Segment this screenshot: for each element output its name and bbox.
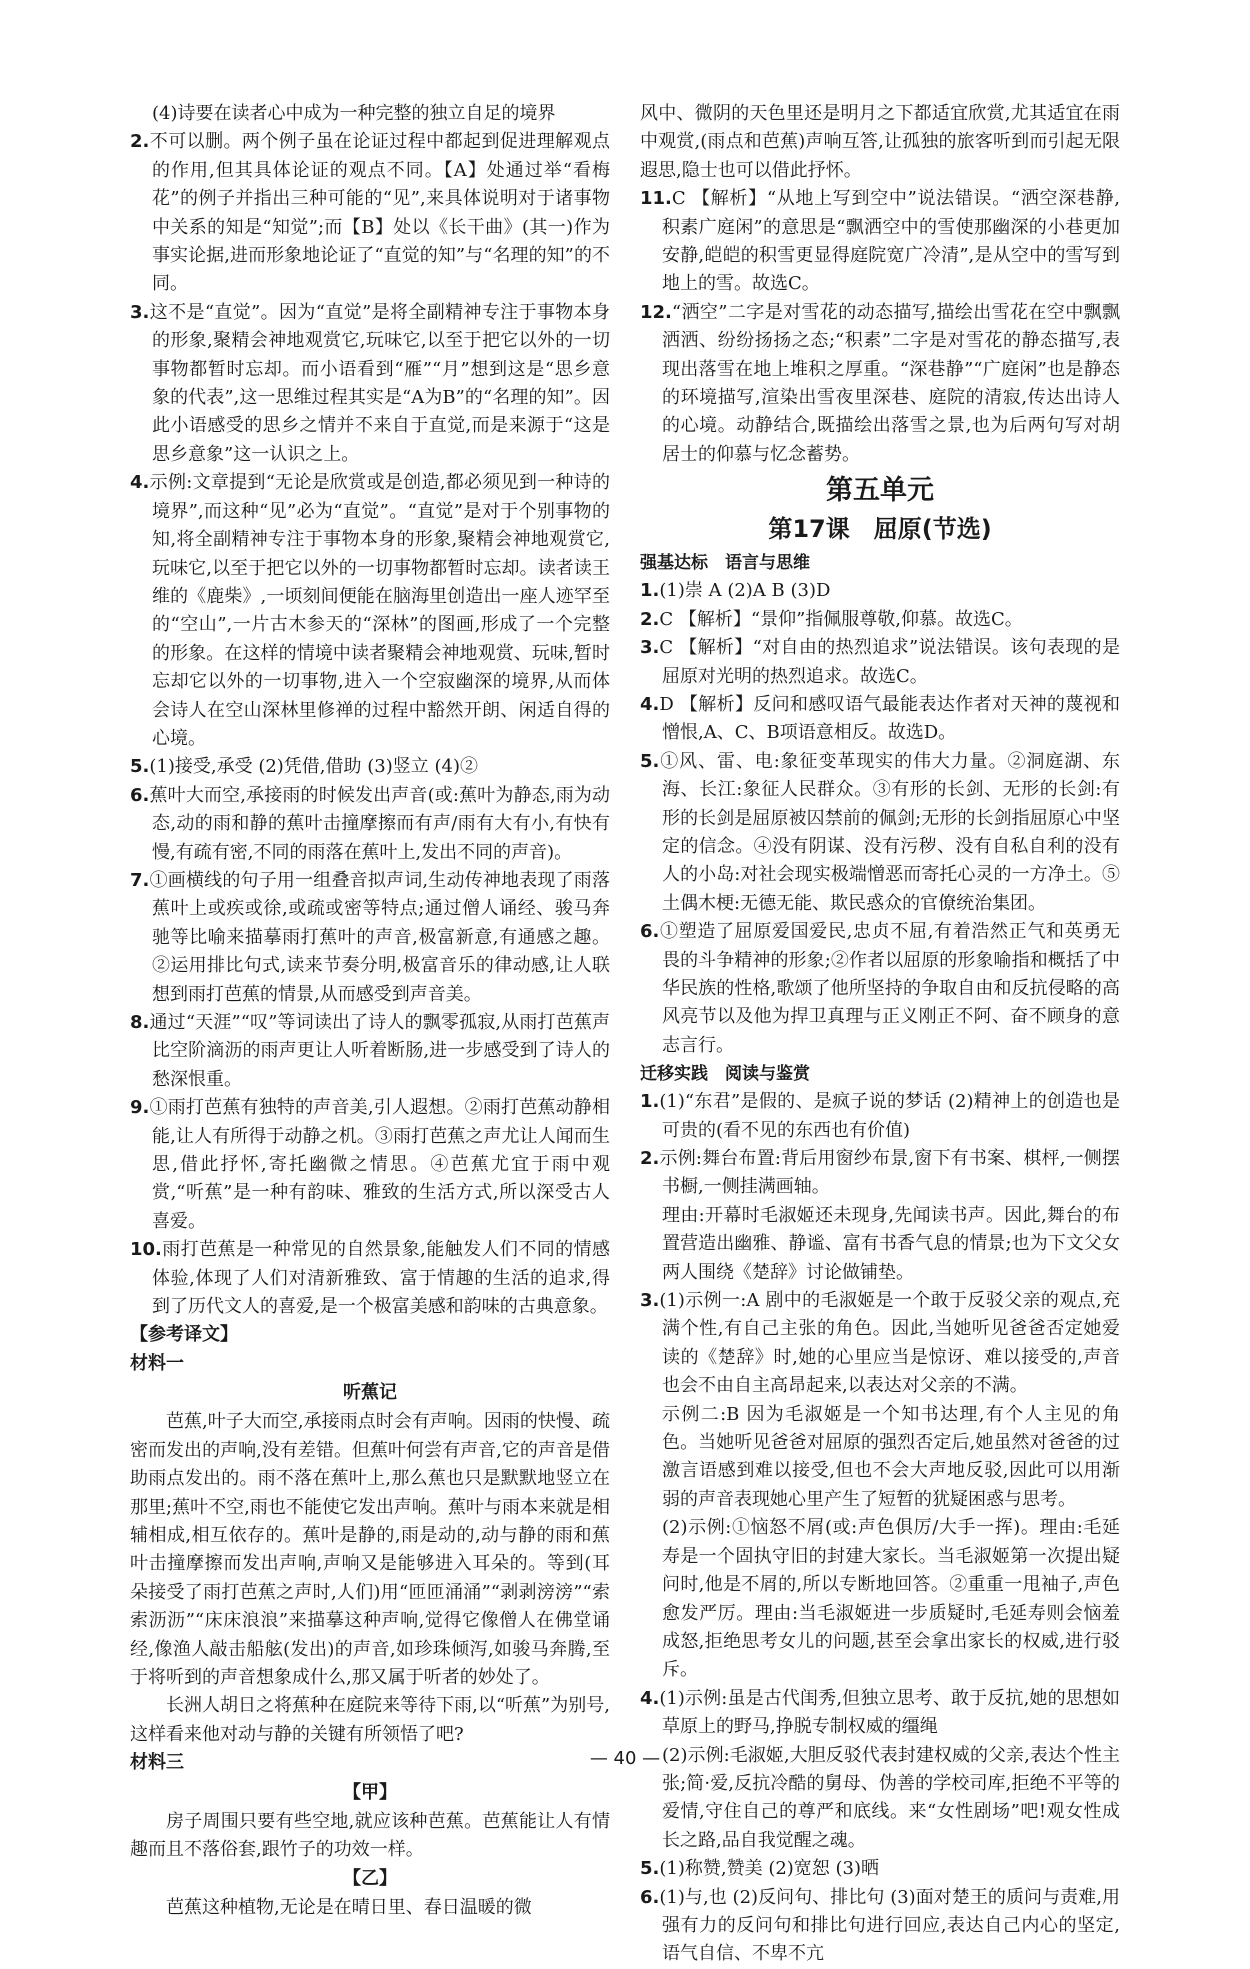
jia-text: 房子周围只要有些空地,就应该种芭蕉。芭蕉能让人有情趣而且不落俗套,跟竹子的功效一样。	[130, 1810, 610, 1860]
right-column	[640, 100, 1120, 1969]
essay-paragraph: 长洲人胡日之将蕉种在庭院来等待下雨,以“听蕉”为别号,这样看来他对动与静的关键有所领悟了吧?	[130, 1695, 610, 1745]
practice-answer-2-reason: 理由:开幕时毛淑姬还未现身,先闻读书声。因此,舞台的布置营造出幽雅、静谧、富有书香气息的情景;也为下文父女两人围绕《楚辞》讨论做铺垫。	[662, 1204, 1120, 1283]
material-one-label: 材料一	[130, 1352, 184, 1374]
answer-item-5: 5.(1)接受,承受 (2)凭借,借助 (3)竖立 (4)②	[130, 756, 478, 778]
lesson-answer-1: 1.(1)崇 A (2)A B (3)D	[640, 580, 831, 602]
left-column	[130, 100, 610, 1923]
lesson-answer-6: 6.①塑造了屈原爱国爱民,忠贞不屈,有着浩然正气和英勇无畏的斗争精神的形象;②作者以屈原的形象喻指和概括了中华民族的性格,歌颂了他所坚持的争取自由和反抗侵略的高风亮节以及他为捍卫真理与正义刚正不阿、奋不顾身的意志言行。	[640, 921, 1120, 1056]
practice-answer-3: 3.(1)示例一:A 剧中的毛淑姬是一个敢于反驳父亲的观点,充满个性,有自己主张的角色。因此,当她听见爸爸否定她爱读的《楚辞》时,她的心里应当是惊讶、难以接受的,声音也会不由自主高昂起来,以表达对父亲的不满。	[640, 1290, 1120, 1397]
answer-item-4: 4.示例:文章提到“无论是欣赏或是创造,都必须见到一种诗的境界”,而这种“见”必为“直觉”。“直觉”是对于个别事物的知,将全副精神专注于事物本身的形象,聚精会神地观赏它,玩味它,以至于把它以外的一切事物都暂时忘却。读者读王维的《鹿柴》,一顷刻间便能在脑海里创造出一座人迹罕至的“空山”,一片古木参天的“深林”的图画,形成了一个完整的形象。在这样的情境中读者聚精会神地观赏、玩味,暂时忘却它以外的一切事物,进入一个空寂幽深的境界,从而体会诗人在空山深林里修禅的过程中豁然开朗、闲适自得的心境。	[130, 472, 610, 749]
translation-heading: 【参考译文】	[130, 1324, 238, 1346]
section-heading-basic: 强基达标 语言与思维	[640, 553, 810, 574]
practice-answer-4-part2: (2)示例:毛淑姬,大胆反驳代表封建权威的父亲,表达个性主张;简·爱,反抗冷酷的舅母、伪善的学校司库,拒绝不平等的爱情,守住自己的尊严和底线。来“女性剧场”吧!观女性成长之路,品自我觉醒之魂。	[662, 1744, 1120, 1851]
practice-answer-6: 6.(1)与,也 (2)反问句、排比句 (3)面对楚王的质问与责难,用强有力的反问句和排比句进行回应,表达自己内心的坚定,语气自信、不卑不亢	[640, 1886, 1120, 1965]
answer-item-10: 10.雨打芭蕉是一种常见的自然景象,能触发人们不同的情感体验,体现了人们对清新雅致、富于情趣的生活的追求,得到了历代文人的喜爱,是一个极富美感和韵味的古典意象。	[130, 1239, 610, 1318]
lesson-answer-2: 2.C 【解析】“景仰”指佩服尊敬,仰慕。故选C。	[640, 608, 1023, 630]
answer-item-8: 8.通过“天涯”“叹”等词读出了诗人的飘零孤寂,从雨打芭蕉声比空阶滴沥的雨声更让人听着断肠,进一步感受到了诗人的愁深恨重。	[130, 1012, 610, 1090]
jia-label: 【甲】	[343, 1781, 397, 1803]
answer-item-9: 9.①雨打芭蕉有独特的声音美,引人遐想。②雨打芭蕉动静相能,让人有所得于动静之机。③雨打芭蕉之声尤让人闻而生思,借此抒怀,寄托幽微之情思。④芭蕉尤宜于雨中观赏,“听蕉”是一种有韵味、雅致的生活方式,所以深受古人喜爱。	[130, 1097, 610, 1232]
practice-answer-1: 1.(1)“东君”是假的、是疯子说的梦话 (2)精神上的创造也是可贵的(看不见的东西也有价值)	[640, 1091, 1120, 1141]
answer-item-11: 11.C 【解析】“从地上写到空中”说法错误。“洒空深巷静,积素广庭闲”的意思是“飘洒空中的雪使那幽深的小巷更加安静,皑皑的积雪更显得庭院宽广冷清”,是从空中的雪写到地上的雪。故选C。	[640, 188, 1120, 295]
answer-item-2: 2.不可以删。两个例子虽在论证过程中都起到促进理解观点的作用,但其具体论证的观点不同。【A】处通过举“看梅花”的例子并指出三种可能的“见”,来具体说明对于诸事物中关系的知是“知觉”;而【B】处以《长干曲》(其一)作为事实论据,进而形象地论证了“直觉的知”与“名理的知”的不同。	[130, 131, 610, 295]
page-number: — 40 —	[589, 1748, 661, 1769]
practice-answer-5: 5.(1)称赞,赞美 (2)宽恕 (3)晒	[640, 1858, 880, 1880]
answer-item-4-4: (4)诗要在读者心中成为一种完整的独立自足的境界	[152, 103, 556, 124]
yi-label: 【乙】	[343, 1868, 397, 1890]
lesson-answer-5: 5.①风、雷、电:象征变革现实的伟大力量。②洞庭湖、东海、长江:象征人民群众。③有形的长剑、无形的长剑:有形的长剑是屈原被囚禁前的佩剑;无形的长剑指屈原心中坚定的信念。④没有阴谋、没有污秽、没有自私自利的没有人的小岛:对社会现实极端憎恶而寄托心灵的一方净土。⑤土偶木梗:无德无能、欺民惑众的官僚统治集团。	[640, 750, 1120, 914]
practice-answer-2: 2.示例:舞台布置:背后用窗纱布景,窗下有书案、棋枰,一侧摆书橱,一侧挂满画轴。	[640, 1148, 1120, 1198]
unit-title: 第五单元	[826, 475, 934, 507]
answer-item-7: 7.①画横线的句子用一组叠音拟声词,生动传神地表现了雨落蕉叶上或疾或徐,或疏或密等特点;通过僧人诵经、骏马奔驰等比喻来描摹雨打蕉叶的声音,极富新意,有通感之趣。②运用排比句式,读来节奏分明,极富音乐的律动感,让人联想到雨打芭蕉的情景,从而感受到声音美。	[130, 869, 610, 1005]
essay-title: 听蕉记	[343, 1382, 397, 1404]
essay-paragraph: 芭蕉,叶子大而空,承接雨点时会有声响。因雨的快慢、疏密而发出的声响,没有差错。但蕉叶何尝有声音,它的声音是借助雨点发出的。雨不落在蕉叶上,那么蕉也只是默默地竖立在那里;蕉叶不空,雨也不能使它发出声响。蕉叶与雨本来就是相辅相成,相互依存的。蕉叶是静的,雨是动的,动与静的雨和蕉叶击撞摩擦而发出声响,声响又是能够进入耳朵的。等到(耳朵接受了雨打芭蕉之声时,人们)用“匝匝涌涌”“剥剥滂滂”“索索沥沥”“床床浪浪”来描摹这种声响,觉得它像僧人在佛堂诵经,像渔人敲击船舷(发出)的声音,如珍珠倾泻,如骏马奔腾,至于将听到的声音想象成什么,那又属于听者的妙处了。	[130, 1411, 610, 1688]
lesson-answer-4: 4.D 【解析】反问和感叹语气最能表达作者对天神的蔑视和憎恨,A、C、B项语意相反。故选D。	[640, 693, 1120, 744]
yi-text: 芭蕉这种植物,无论是在晴日里、春日温暖的微	[166, 1897, 532, 1919]
section-heading-practice: 迁移实践 阅读与鉴赏	[640, 1064, 810, 1085]
answer-item-12: 12.“洒空”二字是对雪花的动态描写,描绘出雪花在空中飘飘洒洒、纷纷扬扬之态;“积素”二字是对雪花的静态描写,表现出落雪在地上堆积之厚重。“深巷静”“广庭闲”也是静态的环境描写,渲染出雪夜里深巷、庭院的清寂,传达出诗人的心境。动静结合,既描绘出落雪之景,也为后两句写对胡居士的仰慕与忆念蓄势。	[640, 301, 1120, 465]
practice-answer-3-example2: 示例二:B 因为毛淑姬是一个知书达理,有个人主见的角色。当她听见爸爸对屈原的强烈否定后,她虽然对爸爸的过激言语感到难以接受,但也不会大声地反驳,因此可以用渐弱的声音表现她心里产生了短暂的犹疑困惑与思考。	[662, 1403, 1120, 1510]
answer-item-6: 6.蕉叶大而空,承接雨的时候发出声音(或:蕉叶为静态,雨为动态,动的雨和静的蕉叶击撞摩擦而有声/雨有大有小,有快有慢,有疏有密,不同的雨落在蕉叶上,发出不同的声音)。	[130, 784, 610, 863]
translation-continued: 风中、微阴的天色里还是明月之下都适宜欣赏,尤其适宜在雨中观赏,(雨点和芭蕉)声响互答,让孤独的旅客听到而引起无限遐思,隐士也可以借此抒怀。	[640, 103, 1120, 181]
lesson-title: 第17课 屈原(节选)	[768, 515, 992, 544]
practice-answer-4: 4.(1)示例:虽是古代闺秀,但独立思考、敢于反抗,她的思想如草原上的野马,挣脱专制权威的缰绳	[640, 1687, 1120, 1738]
practice-answer-3-part2: (2)示例:①恼怒不屑(或:声色俱厉/大手一挥)。理由:毛延寿是一个固执守旧的封建大家长。当毛淑姬第一次提出疑问时,他是不屑的,所以专断地回答。②重重一甩袖子,声色愈发严厉。理由:当毛淑姬进一步质疑时,毛延寿则会恼羞成怒,拒绝思考女儿的问题,甚至会拿出家长的权威,进行驳斥。	[662, 1517, 1120, 1681]
material-three-label: 材料三	[130, 1752, 184, 1774]
answer-item-3: 3.这不是“直觉”。因为“直觉”是将全副精神专注于事物本身的形象,聚精会神地观赏它,玩味它,以至于把它以外的一切事物都暂时忘却。而小语看到“雁”“月”想到这是“思乡意象的代表”,这一思维过程其实是“A为B”的“名理的知”。因此小语感受的思乡之情并不来自于直觉,而是来源于“这是思乡意象”这一认识之上。	[130, 301, 610, 465]
lesson-answer-3: 3.C 【解析】“对自由的热烈追求”说法错误。该句表现的是屈原对光明的热烈追求。故选C。	[640, 637, 1120, 687]
